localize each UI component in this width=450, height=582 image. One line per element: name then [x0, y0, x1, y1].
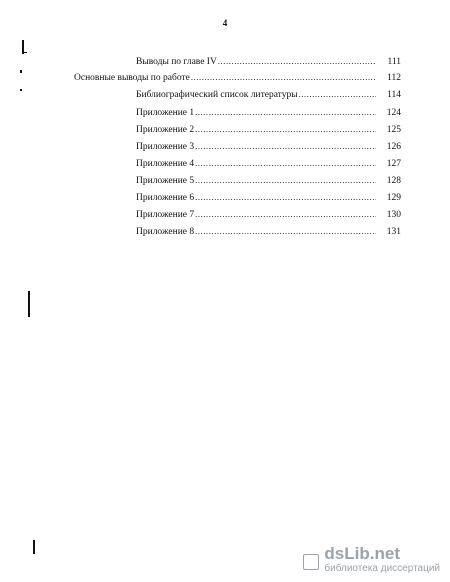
toc-entry — [136, 155, 401, 171]
toc-entry — [136, 206, 401, 222]
toc-entry — [74, 69, 401, 85]
toc-leader-dots — [191, 69, 376, 85]
toc-leader-dots — [195, 104, 376, 120]
watermark — [303, 545, 440, 574]
page-number: 4 — [222, 18, 228, 28]
toc-entry-title: Приложение 5 — [136, 176, 195, 186]
toc-entry-title: Приложение 7 — [136, 210, 195, 220]
toc-entry-page: 124 — [386, 108, 401, 118]
toc-entry-page: 112 — [387, 73, 401, 83]
toc-entry-page: 129 — [386, 193, 401, 203]
toc-entry — [136, 172, 401, 188]
scan-mark — [23, 52, 27, 53]
toc-entry-page: 130 — [386, 210, 401, 220]
scan-mark — [33, 540, 35, 554]
toc-entry — [136, 86, 401, 102]
toc-entry-page: 128 — [386, 176, 401, 186]
toc-entry — [136, 53, 401, 69]
toc-leader-dots — [195, 223, 376, 239]
toc-leader-dots — [195, 121, 376, 137]
watermark-subtitle: библиотека диссертаций — [324, 563, 440, 574]
toc-leader-dots — [195, 206, 376, 222]
toc-entry-title: Выводы по главе IV — [136, 57, 217, 67]
toc-entry-title: Приложение 6 — [136, 193, 195, 203]
toc-entry — [136, 189, 401, 205]
toc-leader-dots — [195, 138, 376, 154]
toc-entry — [136, 223, 401, 239]
toc-entry-title: Приложение 2 — [136, 125, 195, 135]
toc-entry-page: 126 — [386, 142, 401, 152]
toc-leader-dots — [299, 86, 376, 102]
toc-entry-page: 125 — [386, 125, 401, 135]
toc-entry — [136, 138, 401, 154]
toc-entry-page: 131 — [386, 227, 401, 237]
toc-entry — [136, 121, 401, 137]
toc-leader-dots — [195, 155, 376, 171]
toc-entry-page: 114 — [387, 90, 401, 100]
toc-entry-title: Приложение 3 — [136, 142, 195, 152]
watermark-text — [324, 545, 440, 574]
dslib-logo-icon — [303, 554, 319, 570]
toc-entry-page: 111 — [387, 57, 401, 67]
scan-mark — [28, 291, 30, 317]
toc-leader-dots — [218, 53, 376, 69]
watermark-brand: dsLib.net — [324, 544, 400, 563]
scan-mark — [20, 89, 22, 91]
toc-entry — [136, 104, 401, 120]
scan-mark — [20, 70, 22, 73]
toc-entry-title: Библиографический список литературы — [136, 90, 298, 100]
toc-entry-page: 127 — [386, 159, 401, 169]
toc-leader-dots — [195, 189, 376, 205]
toc-entry-title: Приложение 1 — [136, 108, 195, 118]
toc-entry-title: Приложение 4 — [136, 159, 195, 169]
toc-leader-dots — [195, 172, 376, 188]
toc-entry-title: Приложение 8 — [136, 227, 195, 237]
toc-entry-title: Основные выводы по работе — [74, 73, 190, 83]
